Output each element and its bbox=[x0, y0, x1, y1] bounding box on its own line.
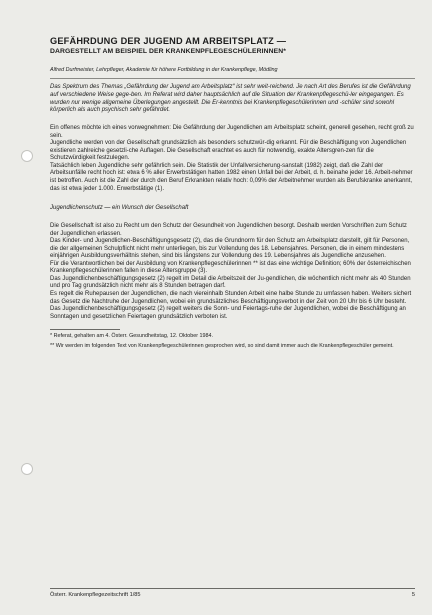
paragraph: Es regelt die Ruhepausen der Jugendlichen, die nach viereinhalb Stunden Arbeit eine halbe Stunde zu umfassen haben. Weiters sichert das Gesetz die Nachtruhe der Jugendlichen, wobei ein grundsätzliches Beschäftigungsverbot in der Zeit von 20 Uhr bis 6 Uhr besteht. bbox=[50, 291, 412, 305]
footnote: * Referat, gehalten am 4. Österr. Gesundheitstag, 12. Oktober 1984. bbox=[50, 333, 214, 340]
page-number: 5 bbox=[411, 592, 415, 598]
footnote-rule bbox=[50, 329, 120, 330]
author-line: Alfred Durfmeister, Lehrpfleger, Akademie für höhere Fortbildung in der Krankenpflege, Mödling bbox=[50, 66, 415, 79]
punch-hole bbox=[21, 150, 33, 162]
article-title: GEFÄHRDUNG DER JUGEND AM ARBEITSPLATZ — bbox=[50, 36, 287, 46]
paragraph: Die Gesellschaft ist also zu Recht um den Schutz der Gesundheit von Jugendlichen besorgt. Deshalb werden Vorschriften zum Schutz der Jugendlichen erlassen. bbox=[50, 223, 407, 237]
paragraph: Tatsächlich leben Jugendliche sehr gefährlich sein. Die Statistik der Unfallversicherung-sanstalt (1982) zeigt, daß die Zahl der Arbeitsunfälle recht hoch ist: etwa 6 % aller Erwerbstätigen hatten 1982 einen Unfall bei der Arbeit, d. h. beinahe jeder 16. Arbeit-nehmer ist betroffen. Auch ist die Zahl der durch den Beruf Erkrankten relativ hoch: 0,09% der Arbeitnehmer wurden als Berufskranke anerkannt, das ist etwa jeder 1.000. Erwerbstätige (1). bbox=[50, 162, 413, 192]
section-paragraphs bbox=[50, 223, 415, 321]
article bbox=[50, 36, 415, 353]
footnote: ** Wir werden im folgenden Text von Krankenpflegeschülerinnen gesprochen wird, so sind damit immer auch die Krankenpflegeschüler gemeint. bbox=[50, 343, 394, 350]
punch-hole bbox=[21, 463, 33, 475]
paragraph: Für die Verantwortlichen bei der Ausbildung von Krankenpflegeschülerinnen ** ist das eine wichtige Definition; 60% der österreichischen Krankenpflegeschülerinnen fallen in diese Altersgruppe (3). bbox=[50, 260, 411, 275]
page-footer bbox=[50, 588, 415, 598]
abstract: Das Spektrum des Themas „Gefährdung der Jugend am Arbeitsplatz“ ist sehr weit-reichend. Je nach Art des Berufes ist die Gefährdung auf verschiedene Weise gege-ben. Im Referat wird daher hauptsächlich auf die Situation der Krankenpflegeschü-ler eingegangen. Es wurden nur wenige allgemeine Überlegungen angestellt. Die Er-kenntnis bei Krankenpflegeschülerinnen und -schüler sind sowohl körperlich als auch psychisch sehr gefährdet. bbox=[50, 84, 411, 114]
article-subtitle: DARGESTELLT AM BEISPIEL DER KRANKENPFLEGESCHÜLERINNEN* bbox=[50, 48, 287, 55]
intro-paragraphs bbox=[50, 125, 415, 193]
paragraph: Jugendliche werden von der Gesellschaft grundsätzlich als besonders schutzwür-dig erkannt. Für die Beschäftigung von Jugendlichen existieren zahlreiche gesetzli-che Auflagen. Die Gesellschaft erachtet es auch für notwendig, exakte Altersgren-zen für die Schutzwürdigkeit festzulegen. bbox=[50, 140, 407, 162]
paragraph: Das Kinder- und Jugendlichen-Beschäftigungsgesetz (2), das die Grundnorm für den Schutz am Arbeitsplatz darstellt, gilt für Personen, die der allgemeinen Schulpflicht nicht mehr unterliegen, bis zur Vollendung des 18. Lebensjahres. Personen, die in einem mindestens einjährigen Ausbildungsverhältnis stehen, sind bis längstens zur Vollendung des 19. Lebensjahres als Jugendliche anzusehen. bbox=[50, 238, 410, 260]
paragraph: Das Jugendlichenbeschäftigungsgesetz (2) regelt im Detail die Arbeitszeit der Ju-gendlichen, die wöchentlich nicht mehr als 40 Stunden und pro Tag grundsätzlich nicht mehr als 8 Stunden betragen darf. bbox=[50, 275, 411, 290]
paragraph: Ein offenes möchte ich eines vorwegnehmen: Die Gefährdung der Jugendlichen am Arbeitsplatz scheint, generell gesehen, recht groß zu sein. bbox=[50, 125, 414, 139]
journal-name: Österr. Krankenpflegezeitschrift 1/85 bbox=[50, 592, 141, 598]
paragraph: Das Jugendlichenbeschäftigungsgesetz (2) regelt weiters die Sonn- und Feiertags-ruhe der Jugendlichen, wobei die Beschäftigung an Sonntagen und gesetzlichen Feiertagen grundsätzlich verboten ist. bbox=[50, 306, 406, 320]
section-heading: Jugendlichenschutz — ein Wunsch der Gesellschaft bbox=[50, 205, 189, 212]
